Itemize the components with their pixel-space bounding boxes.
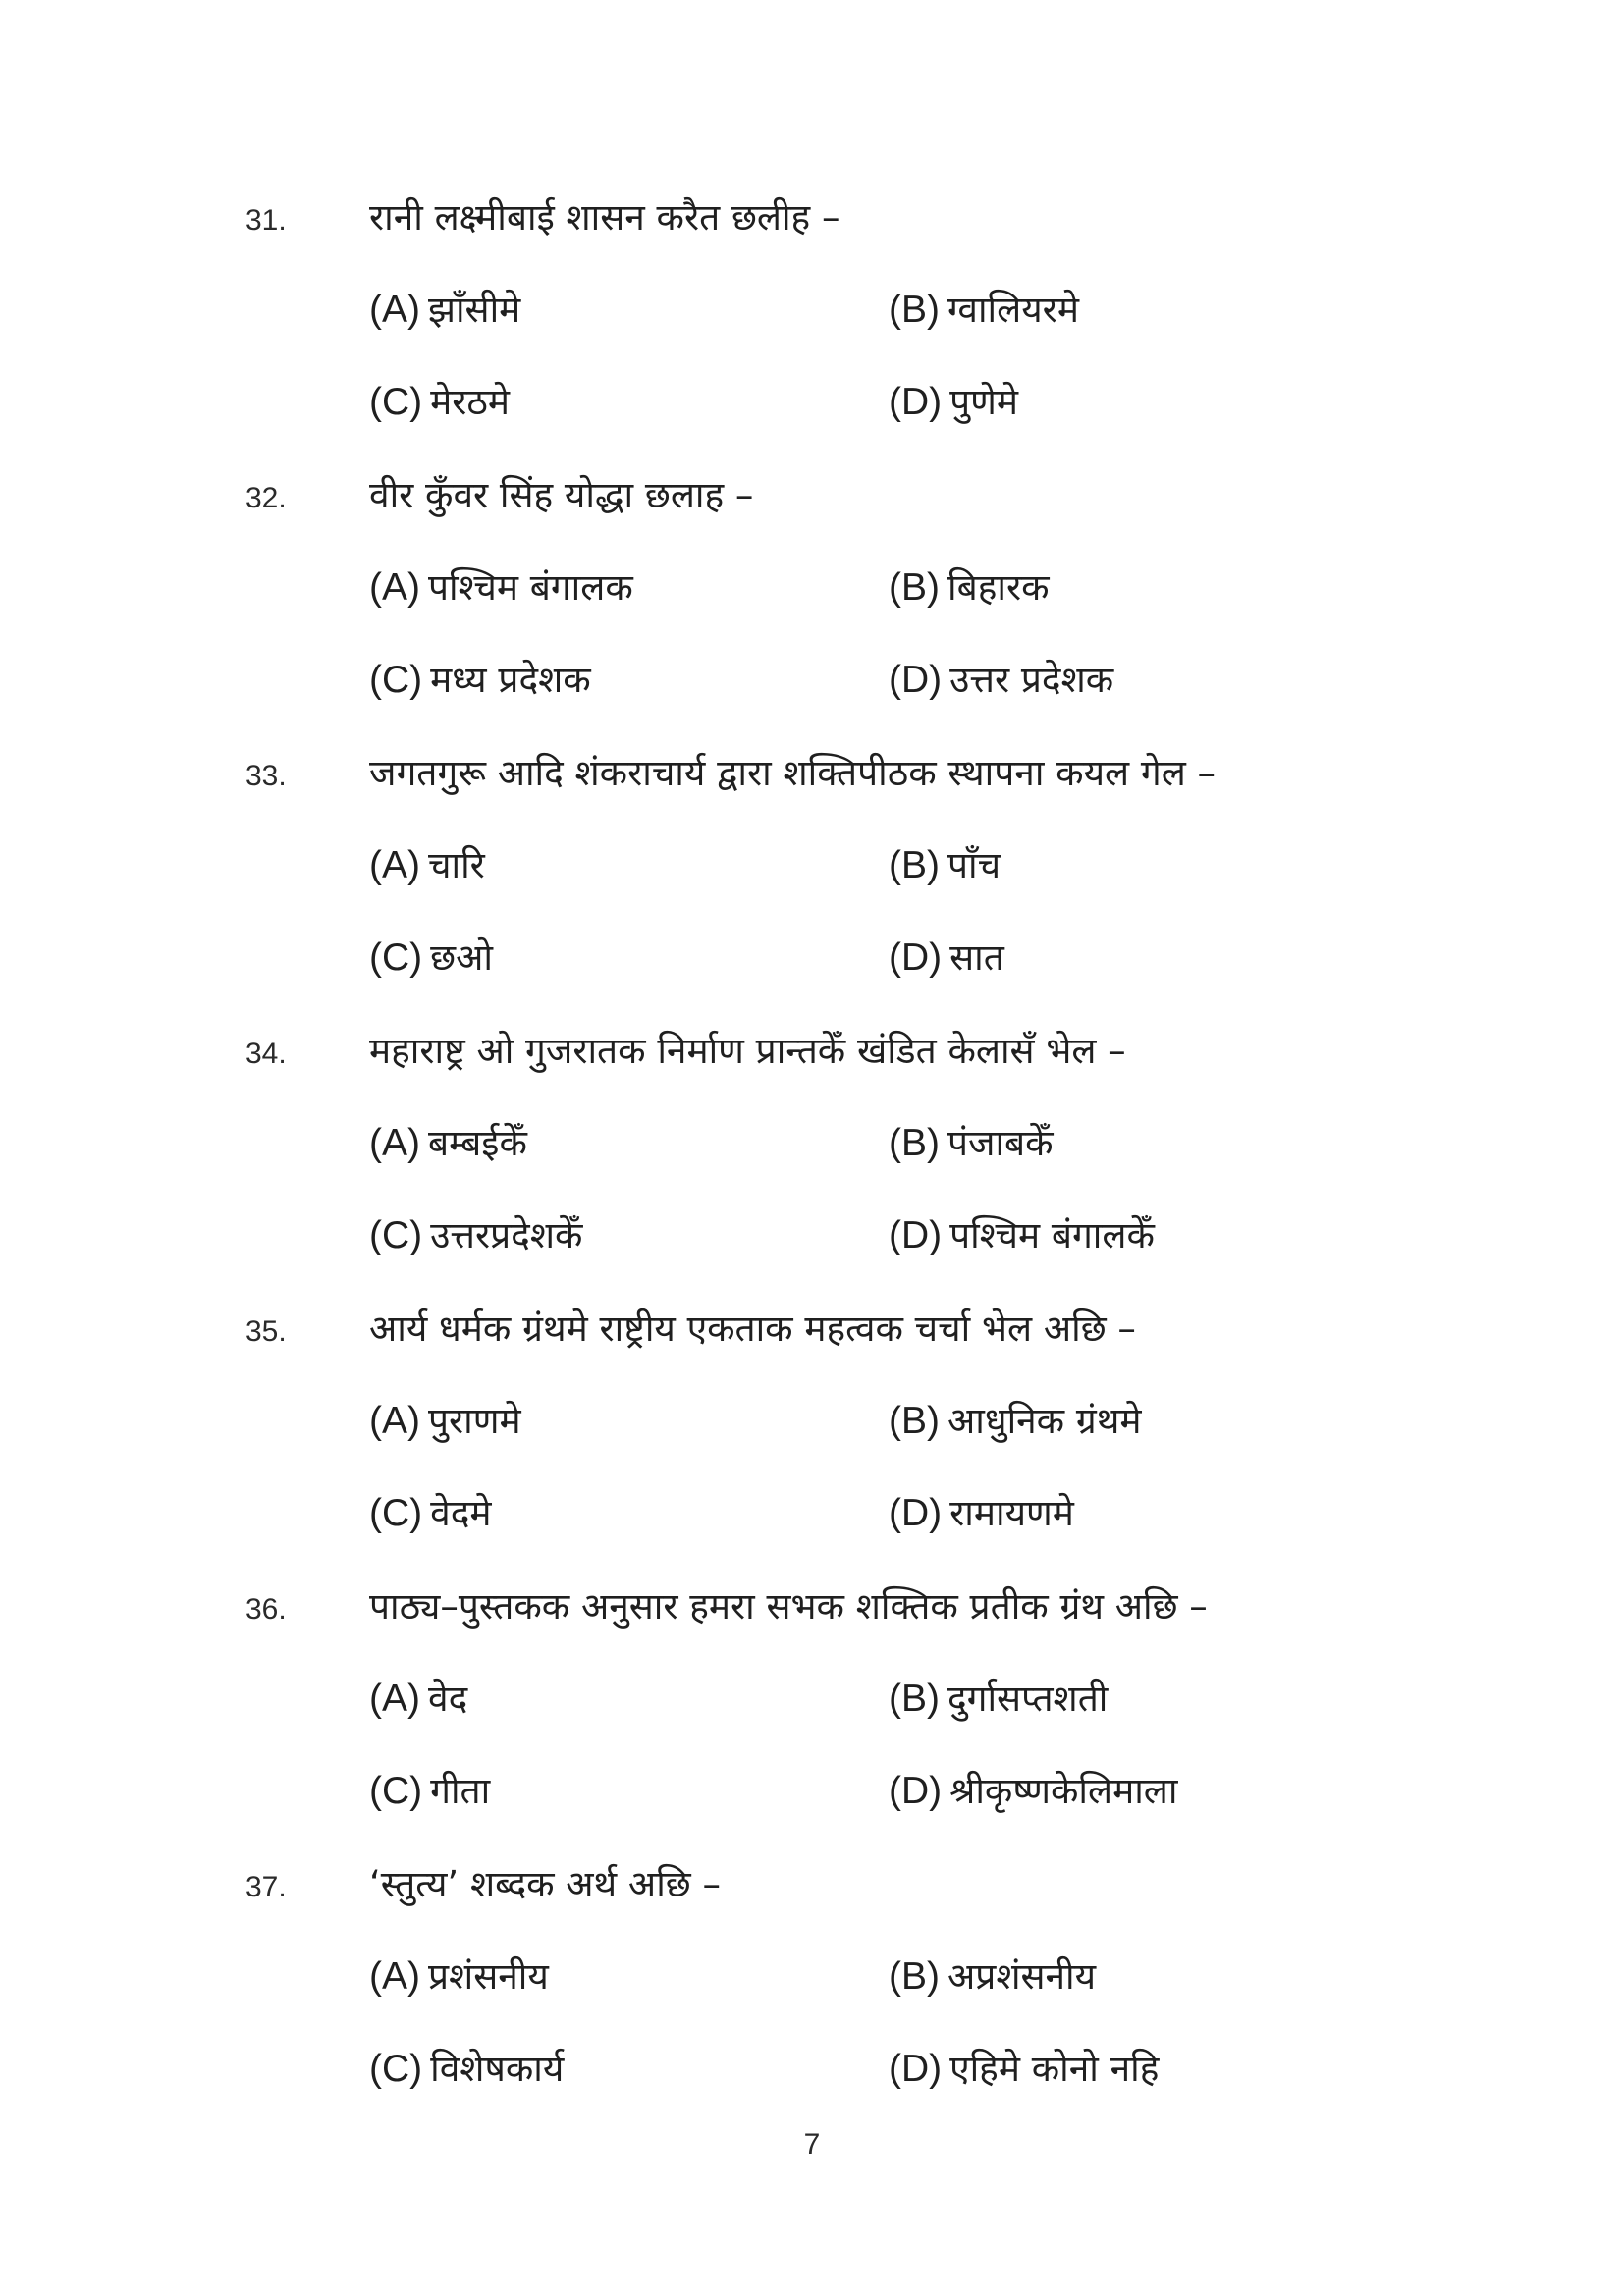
question-text: महाराष्ट्र ओ गुजरातक निर्माण प्रान्तकेँ खंडित केलासँ भेल –	[369, 1030, 1126, 1072]
answer-option	[369, 1676, 467, 1723]
option-text: पंजाबकेँ	[947, 1122, 1054, 1164]
option-text: अप्रशंसनीय	[947, 1955, 1097, 1998]
option-label: (D)	[889, 659, 943, 701]
answer-option	[889, 2046, 1159, 2093]
answer-option	[889, 657, 1113, 704]
option-text: रामायणमे	[949, 1492, 1074, 1534]
option-text: एहिमे कोनो नहि	[949, 2048, 1160, 2090]
answer-option	[369, 842, 485, 889]
answer-option	[369, 379, 510, 426]
option-label: (D)	[889, 1214, 943, 1256]
option-text: विशेषकार्य	[430, 2048, 565, 2090]
question-number: 35.	[245, 1315, 287, 1348]
question-item	[0, 1861, 1624, 2138]
answer-option	[889, 1953, 1096, 2001]
question-item	[0, 1306, 1624, 1582]
option-label: (B)	[889, 1678, 940, 1720]
answer-option	[369, 1120, 527, 1167]
question-number: 36.	[245, 1593, 287, 1626]
option-label: (A)	[369, 1400, 420, 1442]
answer-option	[889, 934, 1004, 982]
option-label: (B)	[889, 1122, 940, 1164]
option-text: चारि	[428, 844, 485, 886]
option-label: (A)	[369, 566, 420, 609]
option-text: बिहारक	[947, 566, 1050, 609]
option-text: बम्बईकेँ	[428, 1122, 527, 1164]
answer-option	[889, 1212, 1155, 1259]
question-number: 31.	[245, 204, 287, 237]
option-text: मेरठमे	[430, 381, 511, 423]
answer-option	[369, 934, 493, 982]
answer-option	[889, 842, 1001, 889]
answer-option	[889, 287, 1079, 334]
answer-option	[369, 1490, 492, 1537]
question-text: वीर कुँवर सिंह योद्धा छलाह –	[369, 474, 754, 516]
option-label: (B)	[889, 844, 940, 886]
option-label: (D)	[889, 2048, 943, 2090]
page-number: 7	[803, 2128, 821, 2161]
option-text: उत्तर प्रदेशक	[949, 659, 1114, 701]
option-label: (C)	[369, 936, 423, 979]
option-text: वेद	[428, 1678, 468, 1720]
option-label: (C)	[369, 1770, 423, 1812]
answer-option	[889, 1490, 1074, 1537]
answer-option	[369, 564, 633, 612]
answer-option	[369, 287, 520, 334]
option-label: (A)	[369, 844, 420, 886]
question-number: 37.	[245, 1871, 287, 1903]
question-item	[0, 194, 1624, 471]
option-text: उत्तरप्रदेशकेँ	[430, 1214, 583, 1256]
option-label: (B)	[889, 566, 940, 609]
answer-option	[369, 1768, 490, 1815]
option-label: (D)	[889, 1492, 943, 1534]
option-label: (D)	[889, 936, 943, 979]
option-label: (A)	[369, 1678, 420, 1720]
option-label: (A)	[369, 1122, 420, 1164]
question-item	[0, 750, 1624, 1027]
option-text: झाँसीमे	[428, 289, 521, 331]
answer-option	[889, 1768, 1177, 1815]
option-label: (D)	[889, 1770, 943, 1812]
option-label: (D)	[889, 381, 943, 423]
option-text: गीता	[430, 1770, 491, 1812]
answer-option	[369, 657, 591, 704]
question-text: रानी लक्ष्मीबाई शासन करैत छलीह –	[369, 196, 840, 239]
question-item	[0, 1583, 1624, 1860]
question-number: 32.	[245, 482, 287, 514]
option-text: पुणेमे	[949, 381, 1019, 423]
option-text: पुराणमे	[428, 1400, 521, 1442]
answer-option	[889, 564, 1050, 612]
option-label: (A)	[369, 1955, 420, 1998]
question-item	[0, 1028, 1624, 1305]
option-text: छओ	[430, 936, 493, 979]
answer-option	[369, 1398, 521, 1445]
option-text: मध्य प्रदेशक	[430, 659, 591, 701]
answer-option	[889, 1398, 1142, 1445]
option-text: ग्वालियरमे	[947, 289, 1079, 331]
question-number: 33.	[245, 760, 287, 792]
option-label: (B)	[889, 1955, 940, 1998]
option-label: (C)	[369, 1214, 423, 1256]
question-text: जगतगुरू आदि शंकराचार्य द्वारा शक्तिपीठक स्थापना कयल गेल –	[369, 752, 1217, 794]
answer-option	[369, 1212, 582, 1259]
option-text: वेदमे	[430, 1492, 492, 1534]
question-text: आर्य धर्मक ग्रंथमे राष्ट्रीय एकताक महत्वक चर्चा भेल अछि –	[369, 1308, 1136, 1350]
option-text: दुर्गासप्तशती	[947, 1678, 1109, 1720]
answer-option	[889, 379, 1018, 426]
question-number: 34.	[245, 1038, 287, 1070]
option-label: (C)	[369, 659, 423, 701]
option-label: (A)	[369, 289, 420, 331]
question-text: ‘स्तुत्य’ शब्दक अर्थ अछि –	[369, 1863, 721, 1905]
option-text: पश्चिम बंगालकेँ	[949, 1214, 1155, 1256]
option-label: (C)	[369, 381, 423, 423]
option-text: आधुनिक ग्रंथमे	[947, 1400, 1142, 1442]
option-label: (C)	[369, 2048, 423, 2090]
option-text: श्रीकृष्णकेलिमाला	[949, 1770, 1178, 1812]
option-label: (C)	[369, 1492, 423, 1534]
answer-option	[889, 1120, 1054, 1167]
question-text: पाठ्य–पुस्तकक अनुसार हमरा सभक शक्तिक प्रतीक ग्रंथ अछि –	[369, 1585, 1208, 1628]
option-label: (B)	[889, 289, 940, 331]
question-item	[0, 472, 1624, 749]
option-text: पश्चिम बंगालक	[428, 566, 633, 609]
option-text: प्रशंसनीय	[428, 1955, 549, 1998]
answer-option	[889, 1676, 1108, 1723]
answer-option	[369, 2046, 564, 2093]
answer-option	[369, 1953, 549, 2001]
option-text: पाँच	[947, 844, 1001, 886]
option-label: (B)	[889, 1400, 940, 1442]
option-text: सात	[949, 936, 1004, 979]
